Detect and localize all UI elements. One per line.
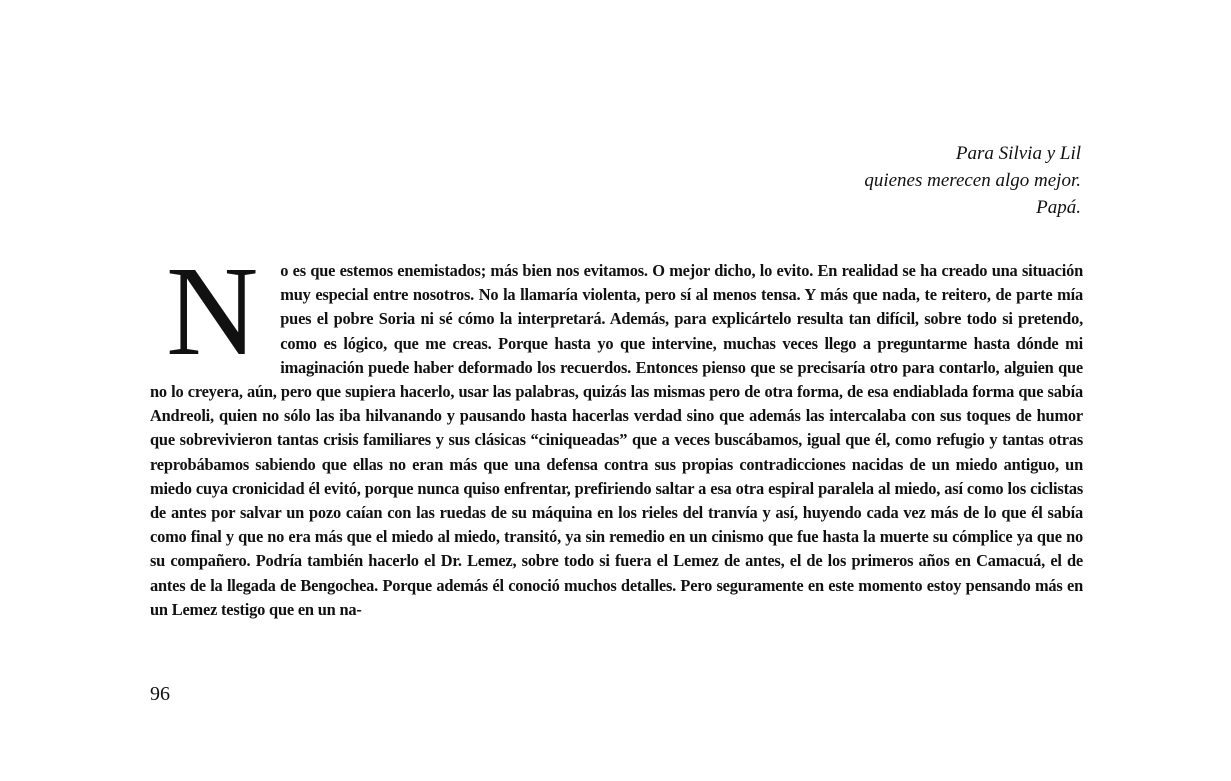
dedication-signature: Papá. [1036, 197, 1081, 218]
page-number: 96 [150, 683, 170, 705]
dedication-line-2: quienes merecen algo mejor. [864, 170, 1081, 191]
body-paragraph [150, 240, 1083, 622]
dedication-line-1: Para Silvia y Lil [955, 143, 1081, 164]
dedication [864, 140, 1081, 221]
paragraph-text: o es que estemos enemistados; más bien nos evitamos. O mejor dicho, lo evito. En realidad se ha creado una situación muy especial entre nosotros. No la llamaría violenta, pero sí al menos tensa. Y más que nada, te reitero, de parte mía pues el pobre Soria ni sé cómo la interpretará. Además, para explicártelo resulta tan difícil, sobre todo si pretendo, como es lógico, que me creas. Porque hasta yo que intervine, muchas veces llego a preguntarme hasta dónde mi imaginación puede haber deformado los recuerdos. Entonces pienso que se precisaría otro para contarlo, alguien que no lo creyera, aún, pero que supiera hacerlo, usar las palabras, quizás las mismas pero de otra forma, de esa endiablada forma que sabía Andreoli, quien no sólo las iba hilvanando y pausando hasta hacerlas verdad sino que además las intercalaba con sus toques de humor que sobrevivieron tantas crisis familiares y sus clásicas “ciniqueadas” que a veces buscábamos, igual que él, como refugio y tantas otras reprobábamos sabiendo que ellas no eran más que una defensa contra sus propias contradicciones nacidas de un miedo antiguo, un miedo cuya cronicidad él evitó, porque nunca quiso enfrentar, prefiriendo saltar a esa otra espiral paralela al miedo, así como los ciclistas de antes por salvar un pozo caían con las ruedas de su máquina en los rieles del tranvía y así, huyendo cada vez más de lo que él sabía como final y que no era más que el miedo al miedo, transitó, ya sin remedio en un cinismo que fue hasta la muerte su cómplice ya que no su compañero. Podría también hacerlo el Dr. Lemez, sobre todo si fuera el Lemez de antes, el de los primeros años en Camacuá, el de antes de la llegada de Bengochea. Porque además él conoció muchos detalles. Pero seguramente en este momento estoy pensando más en un Lemez testigo que en un na- [150, 261, 1083, 619]
drop-cap-letter: N [166, 240, 259, 382]
